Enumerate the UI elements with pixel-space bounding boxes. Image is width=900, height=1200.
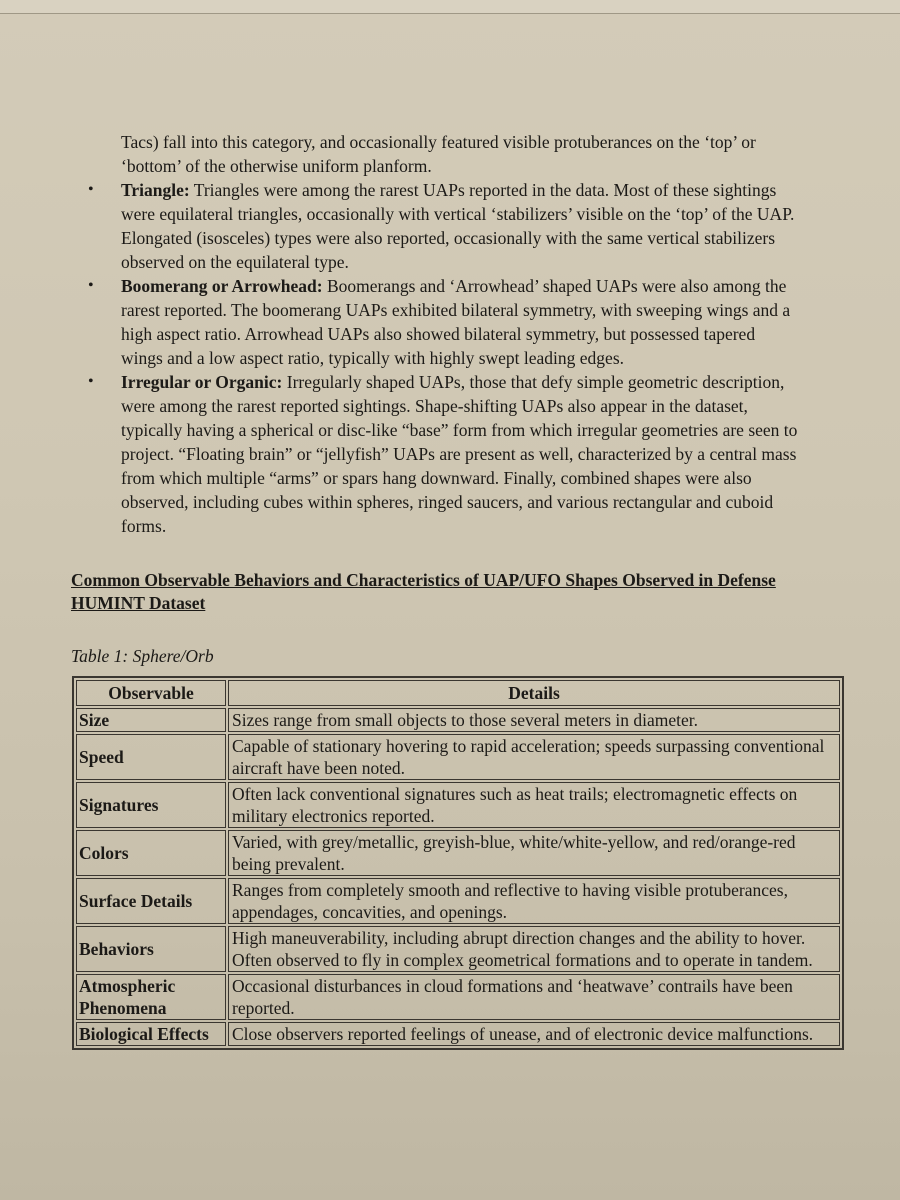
bullet-text: Irregularly shaped UAPs, those that defy simple geometric description, were among the rarest reported sightings. Shape-shifting UAPs also appear in the dataset, typically having a spherical or disc-like “base” form from which irregular geometries are seen to project. “Floating brain” or “jellyfish” UAPs are present as well, characterized by a central mass from which multiple “arms” or spars hang downward. Finally, combined shapes were also observed, including cubes within spheres, ringed saucers, and various rectangular and cuboid forms. <box>121 372 798 536</box>
bullet-item-irregular <box>86 370 801 538</box>
row-key: Surface Details <box>76 878 226 924</box>
table-row <box>76 830 840 876</box>
table-header-row <box>76 680 840 706</box>
document-page <box>0 14 900 1200</box>
bullet-item-boomerang <box>86 274 801 370</box>
section-heading: Common Observable Behaviors and Characteristics of UAP/UFO Shapes Observed in Defense HUMINT Dataset <box>71 570 776 613</box>
row-key: Atmospheric Phenomena <box>76 974 226 1020</box>
row-value: Close observers reported feelings of unease, and of electronic device malfunctions. <box>228 1022 840 1046</box>
continuation-paragraph: Tacs) fall into this category, and occasionally featured visible protuberances on the ‘top’ or ‘bottom’ of the otherwise uniform planform. <box>121 132 756 176</box>
bullet-icon: • <box>88 277 94 294</box>
bullet-term: Triangle: <box>121 180 190 200</box>
row-value: Capable of stationary hovering to rapid acceleration; speeds surpassing conventional aircraft have been noted. <box>228 734 840 780</box>
table-row <box>76 926 840 972</box>
row-key: Biological Effects <box>76 1022 226 1046</box>
header-observable: Observable <box>76 680 226 706</box>
row-value: Sizes range from small objects to those several meters in diameter. <box>228 708 840 732</box>
table-row <box>76 974 840 1020</box>
row-key: Speed <box>76 734 226 780</box>
table-row <box>76 782 840 828</box>
bullet-term: Irregular or Organic: <box>121 372 283 392</box>
bullet-text: Triangles were among the rarest UAPs reported in the data. Most of these sightings were equilateral triangles, occasionally with vertical ‘stabilizers’ visible on the ‘top’ of the UAP. Elongated (isosceles) types were also reported, occasionally with the same vertical stabilizers observed on the equilateral type. <box>121 180 795 272</box>
observables-table <box>72 676 844 1050</box>
table-row <box>76 1022 840 1046</box>
bullet-icon: • <box>88 181 94 198</box>
table-row <box>76 878 840 924</box>
shape-bullet-list <box>86 178 798 538</box>
body-text <box>86 130 798 538</box>
row-value: Ranges from completely smooth and reflective to having visible protuberances, appendages, concavities, and openings. <box>228 878 840 924</box>
bullet-icon: • <box>88 373 94 390</box>
row-value: High maneuverability, including abrupt direction changes and the ability to hover. Often observed to fly in complex geometrical formations and to operate in tandem. <box>228 926 840 972</box>
page-top-edge <box>0 0 900 14</box>
row-key: Colors <box>76 830 226 876</box>
header-details: Details <box>228 680 840 706</box>
row-value: Occasional disturbances in cloud formations and ‘heatwave’ contrails have been reported. <box>228 974 840 1020</box>
table-row <box>76 734 840 780</box>
row-value: Often lack conventional signatures such as heat trails; electromagnetic effects on military electronics reported. <box>228 782 840 828</box>
row-key: Signatures <box>76 782 226 828</box>
row-key: Behaviors <box>76 926 226 972</box>
bullet-term: Boomerang or Arrowhead: <box>121 276 323 296</box>
table-row <box>76 708 840 732</box>
table-caption: Table 1: Sphere/Orb <box>71 646 214 666</box>
row-key: Size <box>76 708 226 732</box>
bullet-item-triangle <box>86 178 801 274</box>
bullet-text: Boomerangs and ‘Arrowhead’ shaped UAPs were also among the rarest reported. The boomerang UAPs exhibited bilateral symmetry, with sweeping wings and a high aspect ratio. Arrowhead UAPs also showed bilateral symmetry, but possessed tapered wings and a low aspect ratio, typically with highly swept leading edges. <box>121 276 791 368</box>
row-value: Varied, with grey/metallic, greyish-blue, white/white-yellow, and red/orange-red being prevalent. <box>228 830 840 876</box>
